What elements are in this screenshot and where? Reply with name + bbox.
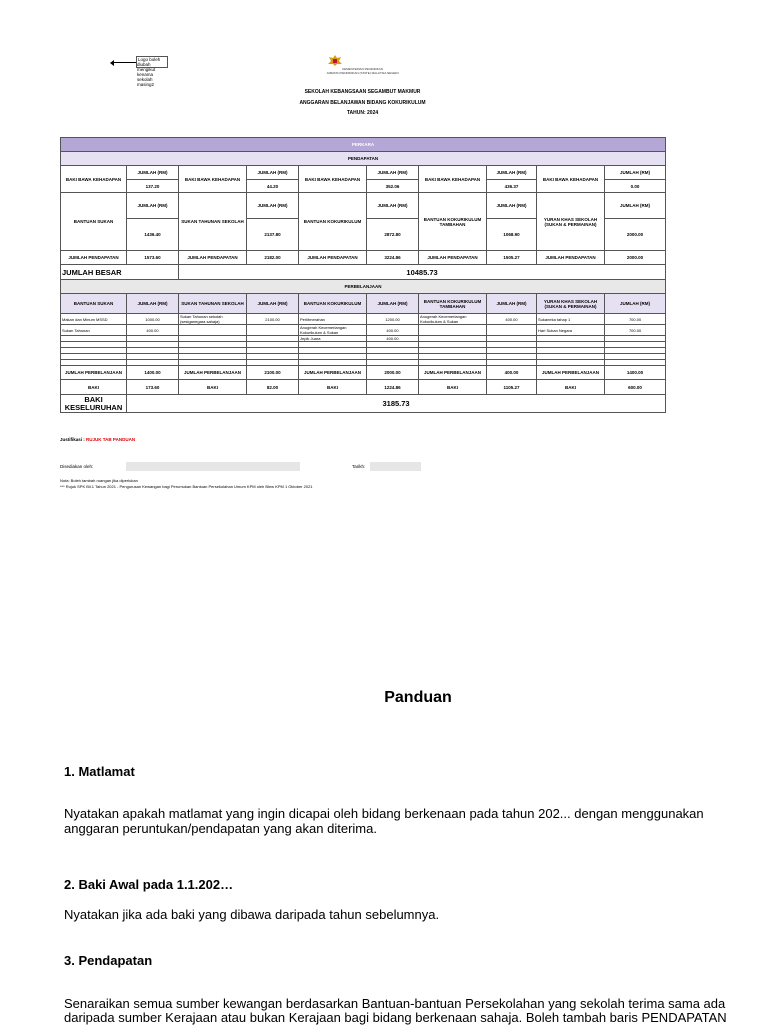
jumlah-perbelanjaan-label: JUMLAH PERBELANJAAN (179, 366, 247, 380)
expense-item[interactable]: Perlitmerahan (299, 314, 367, 325)
baki-label: BAKI (179, 380, 247, 395)
pendapatan-total: 1573.60 (127, 251, 179, 265)
ministry-line: KEMENTERIAN PENDIDIKAN (342, 67, 383, 71)
source-label: BANTUAN KOKURIKULUM (299, 294, 367, 314)
source-value[interactable]: 2137.80 (247, 219, 299, 251)
expense-amount[interactable]: 1200.00 (367, 314, 419, 325)
expense-amount[interactable]: 400.00 (127, 325, 179, 336)
perkara-header: PERKARA (61, 138, 666, 152)
source-label: YURAN KHAS SEKOLAH (SUKAN & PERMAINAN) (537, 294, 605, 314)
baki-value[interactable]: 352.06 (367, 180, 419, 193)
logo-note-line: mengikut (137, 67, 156, 72)
justifikasi (60, 437, 135, 442)
baki-value[interactable]: 436.37 (487, 180, 537, 193)
expense-item[interactable]: Hari Sukan Negara (537, 325, 605, 336)
section-pendapatan-title: 3. Pendapatan (64, 953, 153, 968)
expense-amount[interactable]: 700.00 (605, 325, 666, 336)
baki-label: BAKI (61, 380, 127, 395)
jumlah-rm-header: JUMLAH (RM) (605, 294, 666, 314)
jumlah-rm-header: JUMLAH (RM) (605, 193, 666, 219)
source-label: BANTUAN KOKURIKULUM TAMBAHAN (419, 294, 487, 314)
baki-keseluruhan-value: 3185.73 (127, 395, 666, 413)
expense-row (61, 325, 666, 336)
pendapatan-total: 1505.27 (487, 251, 537, 265)
source-value[interactable]: 2000.00 (605, 219, 666, 251)
source-label: BANTUAN SUKAN (61, 294, 127, 314)
baki-total: 1105.27 (487, 380, 537, 395)
baki-bawa-label: BAKI BAWA KEHADAPAN (299, 166, 367, 193)
pendapatan-total: 2182.00 (247, 251, 299, 265)
section-baki-awal-title: 2. Baki Awal pada 1.1.202… (64, 877, 234, 892)
logo-note-line: masing2 (137, 82, 155, 87)
perbelanjaan-total: 400.00 (487, 366, 537, 380)
perbelanjaan-header: PERBELANJAAN (61, 280, 666, 294)
logo-note-label: Logo boleh (138, 57, 161, 62)
source-label: BANTUAN SUKAN (61, 193, 127, 251)
jumlah-pendapatan-label: JUMLAH PENDAPATAN (419, 251, 487, 265)
jumlah-pendapatan-label: JUMLAH PENDAPATAN (299, 251, 367, 265)
date-field[interactable] (370, 462, 421, 471)
jumlah-rm-header: JUMLAH (RM) (127, 166, 179, 180)
expense-item[interactable]: Anugerah Kecemerlangan Kokurikulum & Sukan (419, 314, 487, 325)
baki-bawa-label: BAKI BAWA KEHADAPAN (179, 166, 247, 193)
baki-keseluruhan-label: BAKI KESELURUHAN (61, 395, 127, 413)
jumlah-pendapatan-label: JUMLAH PENDAPATAN (537, 251, 605, 265)
source-value[interactable]: 1436.40 (127, 219, 179, 251)
baki-bawa-label: BAKI BAWA KEHADAPAN (61, 166, 127, 193)
jumlah-rm-header: JUMLAH (RM) (127, 294, 179, 314)
jumlah-rm-header: JUMLAH (RM) (367, 294, 419, 314)
matlamat-line: anggaran peruntukan/pendapatan yang akan diterima. (64, 821, 377, 836)
ministry-text (290, 68, 435, 75)
expense-item[interactable] (179, 325, 247, 336)
jumlah-besar-label: JUMLAH BESAR (61, 265, 179, 280)
source-label: BANTUAN KOKURIKULUM (299, 193, 367, 251)
pendapatan-total: 2000.00 (605, 251, 666, 265)
jumlah-rm-header: JUMLAH (RM) (487, 166, 537, 180)
baki-value[interactable]: 44.20 (247, 180, 299, 193)
perbelanjaan-total: 2100.00 (247, 366, 299, 380)
budget-table (60, 137, 666, 413)
source-value[interactable]: 1068.90 (487, 219, 537, 251)
school-name: SEKOLAH KEBANGSAAN SEGAMBUT MAKMUR (304, 89, 421, 95)
perbelanjaan-total: 1400.00 (605, 366, 666, 380)
baki-total: 173.60 (127, 380, 179, 395)
logo-note-line: sekolah (137, 77, 153, 82)
baki-total: 600.00 (605, 380, 666, 395)
jumlah-pendapatan-label: JUMLAH PENDAPATAN (179, 251, 247, 265)
jumlah-perbelanjaan-label: JUMLAH PERBELANJAAN (61, 366, 127, 380)
matlamat-line: Nyatakan apakah matlamat yang ingin dicapai oleh bidang berkenaan pada tahun 202... dengan menggunakan (64, 806, 704, 821)
jumlah-pendapatan-label: JUMLAH PENDAPATAN (61, 251, 127, 265)
expense-amount[interactable]: 2100.00 (247, 314, 299, 325)
jumlah-rm-header: JUMLAH (RM) (247, 193, 299, 219)
pendapatan-total: 3224.86 (367, 251, 419, 265)
expense-amount[interactable]: 400.00 (487, 314, 537, 325)
note-line: Nota: Boleh tambah ruangan jika diperlukan (60, 478, 138, 483)
expense-amount[interactable]: 400.00 (367, 325, 419, 336)
date-label: Tarikh: (352, 464, 366, 469)
expense-row (61, 314, 666, 325)
expense-rows (61, 314, 666, 366)
jumlah-rm-header: JUMLAH (RM) (487, 193, 537, 219)
jumlah-perbelanjaan-label: JUMLAH PERBELANJAAN (419, 366, 487, 380)
jumlah-rm-header: JUMLAH (RM) (367, 166, 419, 180)
logo-note-line: diubah (137, 62, 151, 67)
document-title: ANGGARAN BELANJAWAN BIDANG KOKURIKULUM (299, 100, 426, 106)
section-matlamat-title: 1. Matlamat (64, 764, 135, 779)
baki-value[interactable]: 137.20 (127, 180, 179, 193)
note-line: *** Rujuk SPK Bil.1 Tahun 2021 - Pengurusan Kewangan bagi Perumukan Bantuan Persekolahan Umum KPM oleh Blew KPM 1 Oktober 2021 (60, 484, 313, 489)
jumlah-rm-header: JUMLAH (RM) (605, 166, 666, 180)
baki-label: BAKI (537, 380, 605, 395)
baki-awal-line: Nyatakan jika ada baki yang dibawa daripada tahun sebelumnya. (64, 907, 440, 922)
baki-value[interactable]: 0.00 (605, 180, 666, 193)
jumlah-perbelanjaan-label: JUMLAH PERBELANJAAN (299, 366, 367, 380)
baki-total: 1224.86 (367, 380, 419, 395)
source-label: BANTUAN KOKURIKULUM TAMBAHAN (419, 193, 487, 251)
prepared-label: Disediakan oleh: (60, 464, 94, 469)
ministry-line: JABATAN PENDIDIKAN (STATE) MALAYSIA NEGERI (326, 70, 399, 75)
perbelanjaan-total: 1400.00 (127, 366, 179, 380)
source-label: SUKAN TAHUNAN SEKOLAH (179, 193, 247, 251)
expense-amount[interactable]: 700.00 (605, 314, 666, 325)
pendapatan-line: Senaraikan semua sumber kewangan berdasarkan Bantuan-bantuan Persekolahan yang sekolah terima sama ada (64, 996, 726, 1011)
arrow-line (112, 62, 136, 63)
arrow-left-icon (110, 60, 114, 66)
jumlah-besar-value: 10485.73 (179, 265, 666, 280)
expense-amount[interactable]: 1000.00 (127, 314, 179, 325)
justifikasi-link[interactable]: RUJUK TAB PANDUAN (86, 437, 136, 442)
pendapatan-line: daripada sumber Kerajaan atau bukan Kerajaan bagi bidang berkenaan sahaja. Boleh tambah baris PENDAPATAN (64, 1010, 727, 1025)
expense-item[interactable]: Sukan Tahunan sekolah (sesiganegara sahaja) (179, 314, 247, 325)
expense-item[interactable]: Jepik Juara (299, 336, 367, 342)
logo-note-line: kenama (137, 72, 154, 77)
expense-item[interactable]: Sukan Tahunan (61, 325, 127, 336)
baki-label: BAKI (299, 380, 367, 395)
jumlah-rm-header: JUMLAH (RM) (127, 193, 179, 219)
baki-bawa-label: BAKI BAWA KEHADAPAN (537, 166, 605, 193)
expense-item[interactable]: Sukaneka tahap 1 (537, 314, 605, 325)
baki-total: 82.00 (247, 380, 299, 395)
expense-item[interactable]: Anugerah Kecemerlangan Kokurikulum & Sukan (299, 325, 367, 336)
expense-amount[interactable] (247, 325, 299, 336)
source-label: YURAN KHAS SEKOLAH (SUKAN & PERMAINAN) (537, 193, 605, 251)
document-year: TAHUN: 2024 (346, 110, 379, 116)
logo-note-text (137, 62, 155, 87)
prepared-field[interactable] (126, 462, 300, 471)
expense-item[interactable]: Makan dan Minum MSSD (61, 314, 127, 325)
pendapatan-header: PENDAPATAN (61, 152, 666, 166)
baki-bawa-label: BAKI BAWA KEHADAPAN (419, 166, 487, 193)
perbelanjaan-total: 2000.00 (367, 366, 419, 380)
justifikasi-label: Justifikasi : (60, 437, 87, 442)
jumlah-rm-header: JUMLAH (RM) (367, 193, 419, 219)
panduan-title: Panduan (384, 689, 452, 706)
expense-amount[interactable]: 400.00 (367, 336, 419, 342)
crest-logo-icon (327, 55, 343, 66)
source-value[interactable]: 2872.80 (367, 219, 419, 251)
source-label: SUKAN TAHUNAN SEKOLAH (179, 294, 247, 314)
jumlah-rm-header: JUMLAH (RM) (487, 294, 537, 314)
baki-label: BAKI (419, 380, 487, 395)
jumlah-perbelanjaan-label: JUMLAH PERBELANJAAN (537, 366, 605, 380)
jumlah-rm-header: JUMLAH (RM) (247, 294, 299, 314)
jumlah-rm-header: JUMLAH (RM) (247, 166, 299, 180)
expense-amount[interactable] (487, 325, 537, 336)
expense-item[interactable] (419, 325, 487, 336)
notes (60, 478, 313, 490)
